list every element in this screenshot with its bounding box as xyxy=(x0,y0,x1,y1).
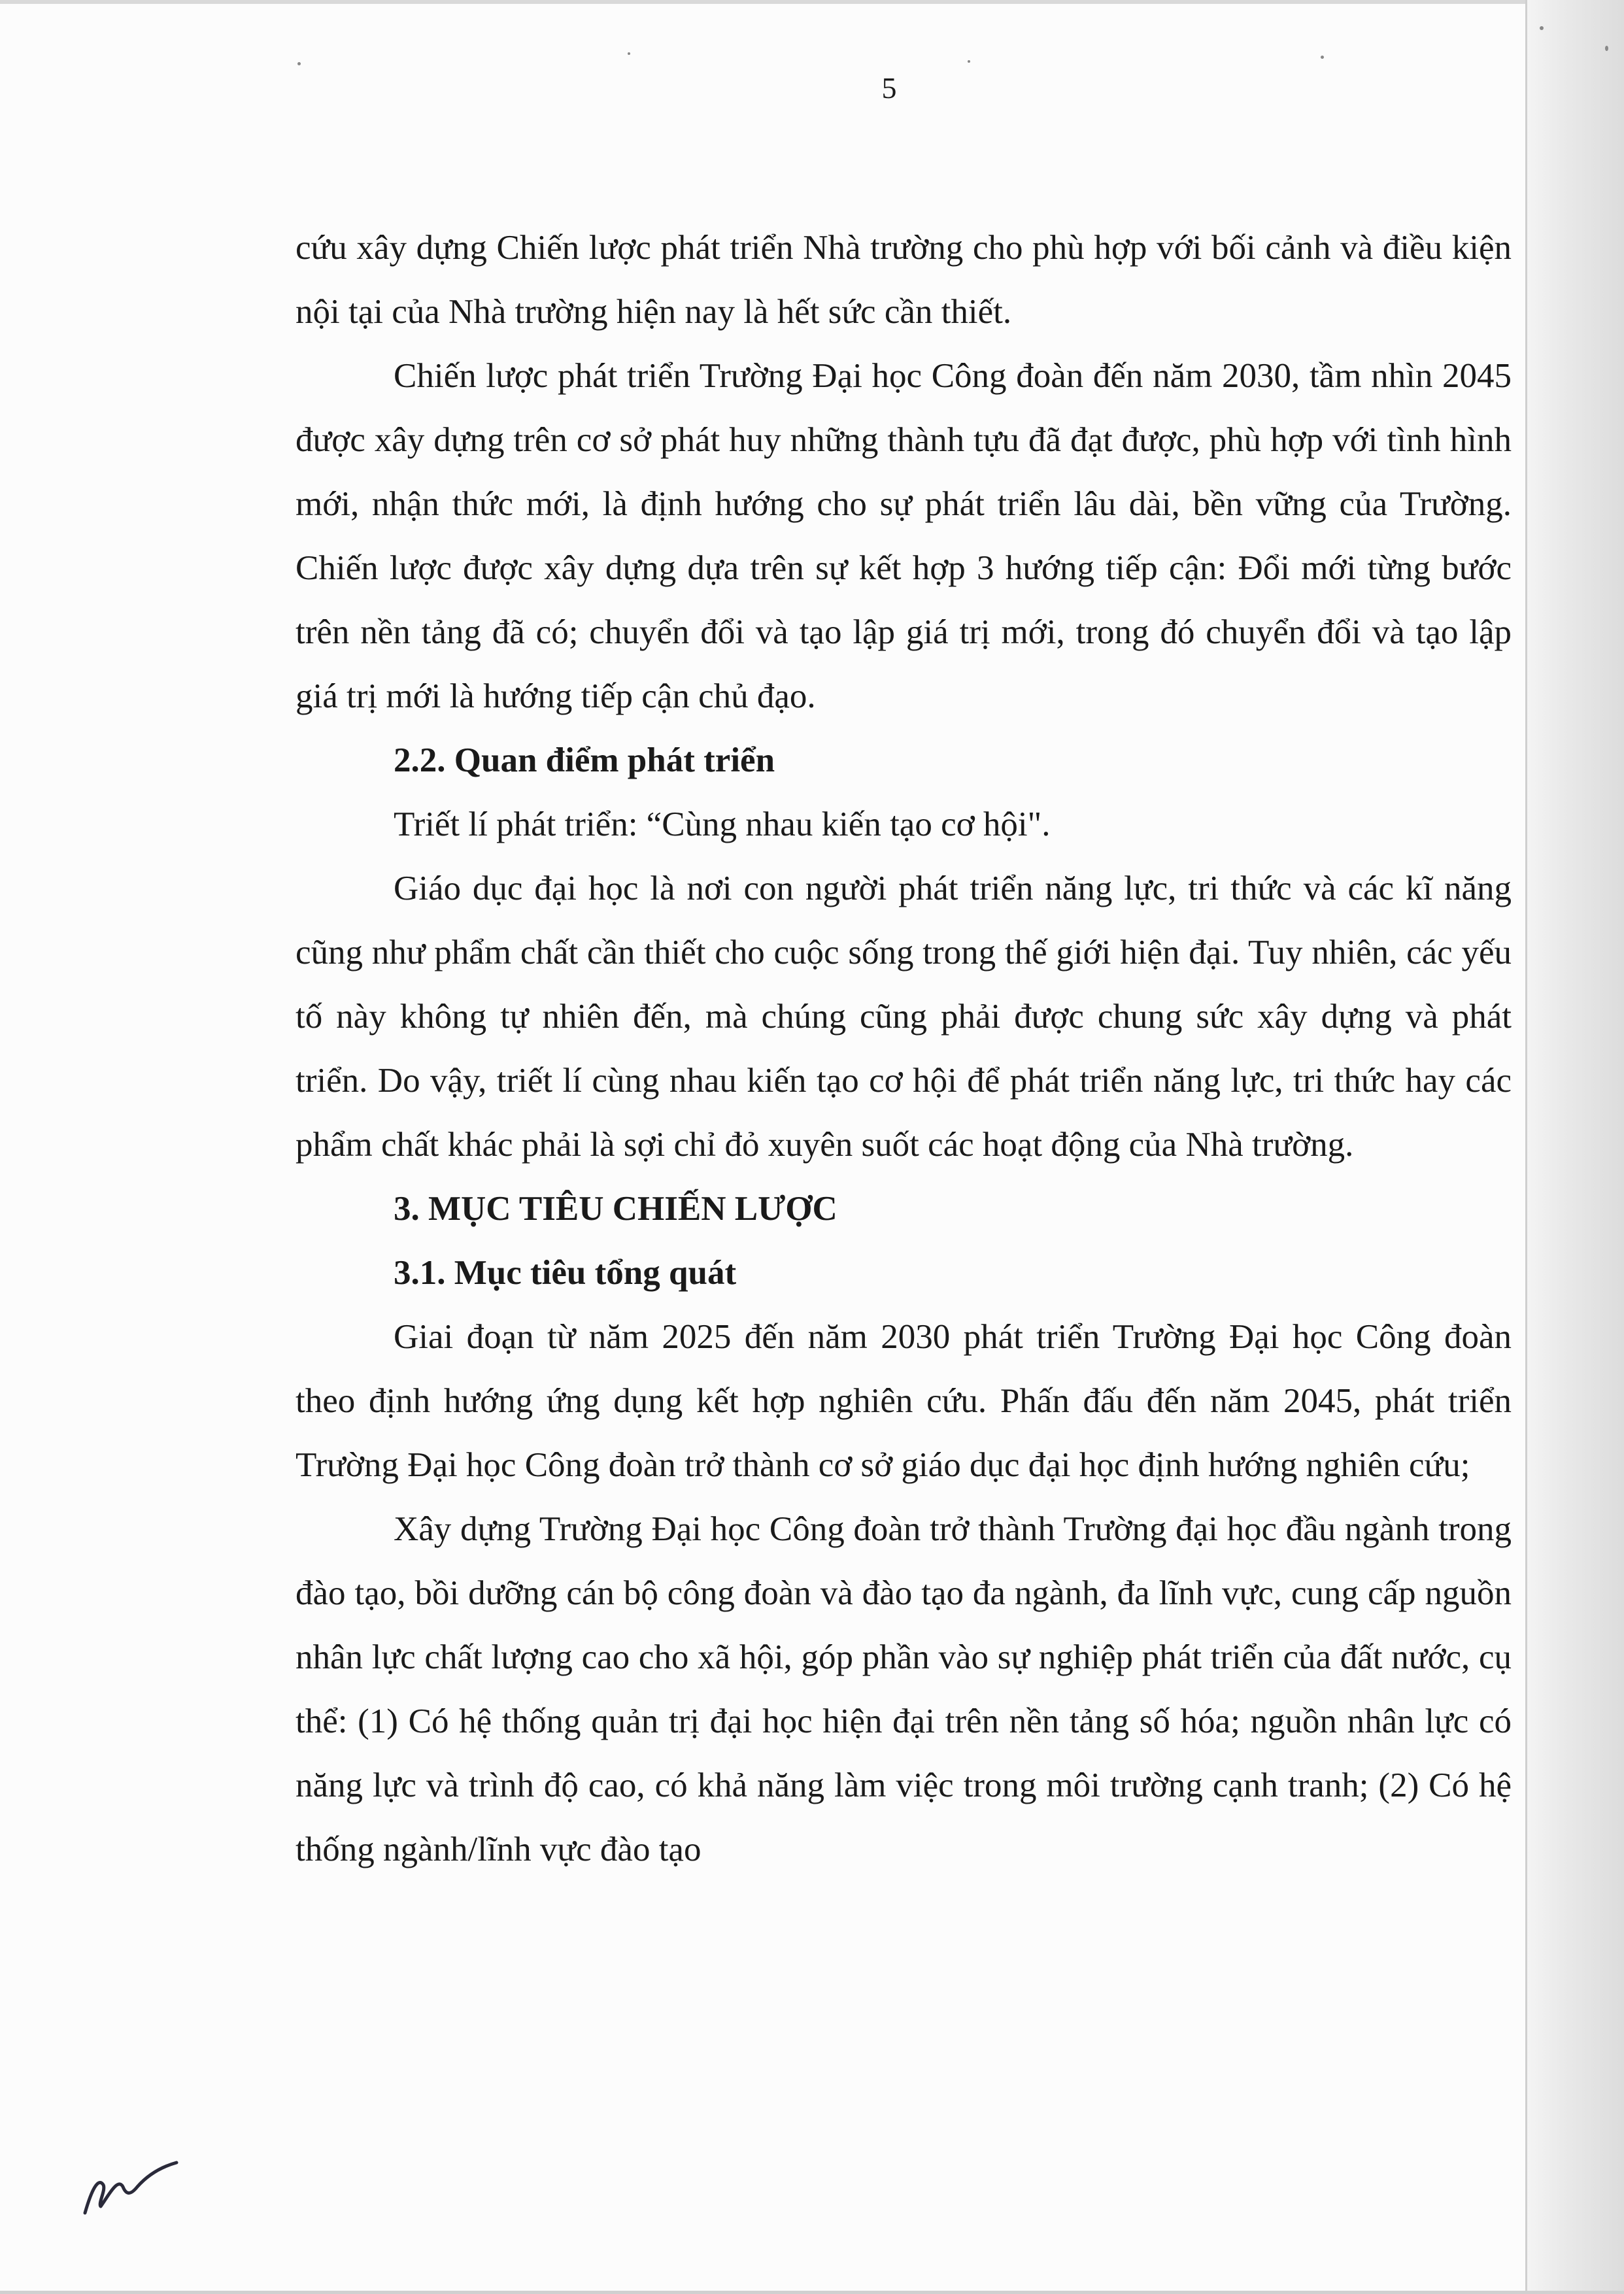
page-number: 5 xyxy=(881,71,897,105)
body-paragraph: Chiến lược phát triển Trường Đại học Công đoàn đến năm 2030, tầm nhìn 2045 được xây dựng trên cơ sở phát huy những thành tựu đã đạt được, phù hợp với tình hình mới, nhận thức mới, là định hướng cho sự phát triển lâu dài, bền vững của Trường. Chiến lược được xây dựng dựa trên sự kết hợp 3 hướng tiếp cận: Đổi mới từng bước trên nền tảng đã có; chuyển đổi và tạo lập giá trị mới, trong đó chuyển đổi và tạo lập giá trị mới là hướng tiếp cận chủ đạo. xyxy=(296,357,1512,715)
scan-bottom-edge xyxy=(0,2291,1624,2294)
scan-right-margin-shadow xyxy=(1526,0,1624,2294)
handwritten-initial-mark xyxy=(72,2151,190,2223)
scan-speck xyxy=(628,52,630,55)
scan-speck xyxy=(968,60,970,63)
body-paragraph: Giáo dục đại học là nơi con người phát triển năng lực, tri thức và các kĩ năng cũng như phẩm chất cần thiết cho cuộc sống trong thế giới hiện đại. Tuy nhiên, các yếu tố này không tự nhiên đến, mà chúng cũng phải được chung sức xây dựng và phát triển. Do vậy, triết lí cùng nhau kiến tạo cơ hội để phát triển năng lực, tri thức hay các phẩm chất khác phải là sợi chỉ đỏ xuyên suốt các hoạt động của Nhà trường. xyxy=(296,869,1512,1164)
scan-speck xyxy=(1540,26,1544,30)
body-paragraph: Xây dựng Trường Đại học Công đoàn trở thành Trường đại học đầu ngành trong đào tạo, bồi dưỡng cán bộ công đoàn và đào tạo đa ngành, đa lĩnh vực, cung cấp nguồn nhân lực chất lượng cao cho xã hội, góp phần vào sự nghiệp phát triển của đất nước, cụ thể: (1) Có hệ thống quản trị đại học hiện đại trên nền tảng số hóa; nguồn nhân lực có năng lực và trình độ cao, có khả năng làm việc trong môi trường cạnh tranh; (2) Có hệ thống ngành/lĩnh vực đào tạo xyxy=(296,1510,1512,1868)
document-body xyxy=(296,216,1512,1881)
body-paragraph: Giai đoạn từ năm 2025 đến năm 2030 phát triển Trường Đại học Công đoàn theo định hướng ứng dụng kết hợp nghiên cứu. Phấn đấu đến năm 2045, phát triển Trường Đại học Công đoàn trở thành cơ sở giáo dục đại học định hướng nghiên cứu; xyxy=(296,1318,1512,1484)
section-heading: 3.1. Mục tiêu tổng quát xyxy=(394,1254,737,1292)
body-paragraph: Triết lí phát triển: “Cùng nhau kiến tạo cơ hội". xyxy=(394,805,1051,843)
scan-right-margin-line xyxy=(1525,0,1527,2294)
scan-speck xyxy=(297,62,301,65)
body-paragraph: cứu xây dựng Chiến lược phát triển Nhà trường cho phù hợp với bối cảnh và điều kiện nội tại của Nhà trường hiện nay là hết sức cần thiết. xyxy=(296,229,1512,331)
section-heading: 3. MỤC TIÊU CHIẾN LƯỢC xyxy=(394,1190,837,1228)
section-heading: 2.2. Quan điểm phát triển xyxy=(394,741,775,779)
scan-speck xyxy=(1605,46,1608,51)
scan-speck xyxy=(1321,56,1324,59)
scan-top-edge xyxy=(0,0,1624,4)
